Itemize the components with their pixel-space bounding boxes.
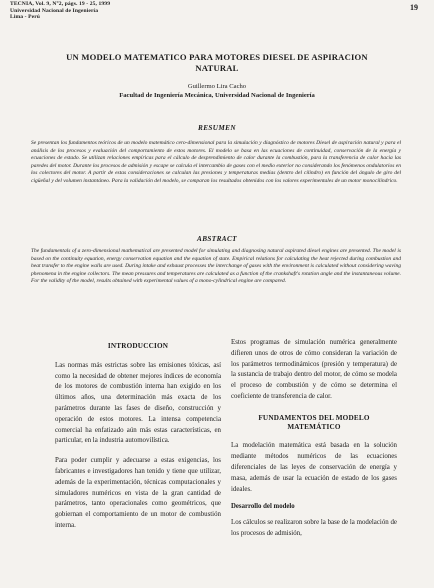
author-block	[40, 82, 394, 101]
journal-university: Universidad Nacional de Ingeniería	[10, 7, 99, 14]
fundamentos-paragraph: La modelación matemática está basada en la solución mediante métodos numéricos de las ecuaciones diferenciales de las leyes de conservación de energía y masa, además de usar la ecuación de estado de los gases ideales.	[231, 442, 397, 493]
resumen-text: Se presentan los fundamentos teóricos de un modelo matemático cero-dimensional para la simulación y diagnóstico de motores Diesel de aspiración natural y para el análisis de los procesos y evaluación del comportamiento de estos motores. El modelo se basa en las ecuaciones de continuidad, conservación de la energía y ecuaciones de estado. Se utilizan relaciones empíricas para el cálculo de desprendimiento de calor durante la combustión, para la transferencia de calor hacia las paredes del motor. Durante los procesos de admisión y escape se calcula el intercambio de gases con el medio exterior no considerando los fenómenos ondulatorios en los colectores del motor. A partir de estas consideraciones se calculan las presiones y temperaturas medias (dentro del cilindro) en función del ángulo de giro del cigüeñal y del volumen instantáneo. Para la validación del modelo, se comparan los resultados obtenidos con los valores experimentales de un motor monocilíndrico.	[31, 140, 401, 184]
right-column	[231, 339, 397, 540]
page-number: 19	[410, 3, 418, 12]
desarrollo-paragraph: Los cálculos se realizaron sobre la base de la modelación de los procesos de admisión,	[231, 519, 397, 538]
journal-city: Lima - Perú	[10, 14, 40, 21]
author-name: Guillermo Lira Cacho	[187, 83, 247, 90]
resumen-heading: RESUMEN	[198, 124, 236, 132]
fundamentos-heading: FUNDAMENTOS DEL MODELO MATEMÁTICO	[258, 413, 370, 431]
introduccion-heading: INTRODUCCION	[107, 342, 169, 350]
abstract-heading: ABSTRACT	[197, 235, 237, 243]
paper-title: UN MODELO MATEMATICO PARA MOTORES DIESEL DE ASPIRACION NATURAL	[66, 52, 368, 73]
right-paragraph-1: Estos programas de simulación numérica generalmente difieren unos de otros de cómo consideran la variación de los parámetros termodinámicos (presión y temperatura) de la sustancia de trabajo dentro del motor, de cómo se modela el proceso de combustión y de cómo se determina el coeficiente de transferencia de calor.	[231, 339, 397, 400]
left-column	[55, 342, 221, 532]
running-head	[10, 1, 110, 21]
journal-citation: TECNIA, Vol. 9, N°2, págs. 19 - 25, 1999	[10, 1, 111, 7]
introduccion-paragraph-1: Las normas más estrictas sobre las emisiones tóxicas, así como la necesidad de obtener mejores índices de economía de los motores de combustión interna han exigido en los últimos años, una determinación más exacta de los parámetros durante las fases de diseño, construcción y operación de estos motores. La intensa competencia comercial ha enfatizado aún más estas características, en particular, en la industria automovilística.	[55, 361, 221, 445]
author-affiliation: Facultad de Ingeniería Mecánica, Universidad Nacional de Ingeniería	[119, 92, 315, 100]
introduccion-paragraph-2: Para poder cumplir y adecuarse a estas exigencias, los fabricantes e investigadores han tenido y tiene que utilizar, además de la experimentación, técnicas computacionales y simuladores numéricos en vista de la gran cantidad de parámetros, tanto operacionales como geométricos, que gobiernan el comportamiento de un motor de combustión interna.	[55, 457, 221, 529]
desarrollo-subheading: Desarrollo del modelo	[231, 503, 295, 511]
abstract-text: The fundamentals of a zero-dimensional mathematical are presented model for simulating and diagnosing natural aspirated diesel engines are presented. The model is based on the continuity equation, energy conservation equation and the equation of state. Empirical relations for calculating the heat rejected during combustion and heat transfer to the engine walls are used. During intake and exhaust processes the interchange of gases with the environment is calculated without considering waving phenomena in the engine collectors. The mean pressures and temperatures are calculated as a function of the crankshaft's rotation angle and the instantaneous volume. For the validity of the model, results obtained with experimental values of a mono-cylindrical engine are compared.	[31, 248, 401, 284]
